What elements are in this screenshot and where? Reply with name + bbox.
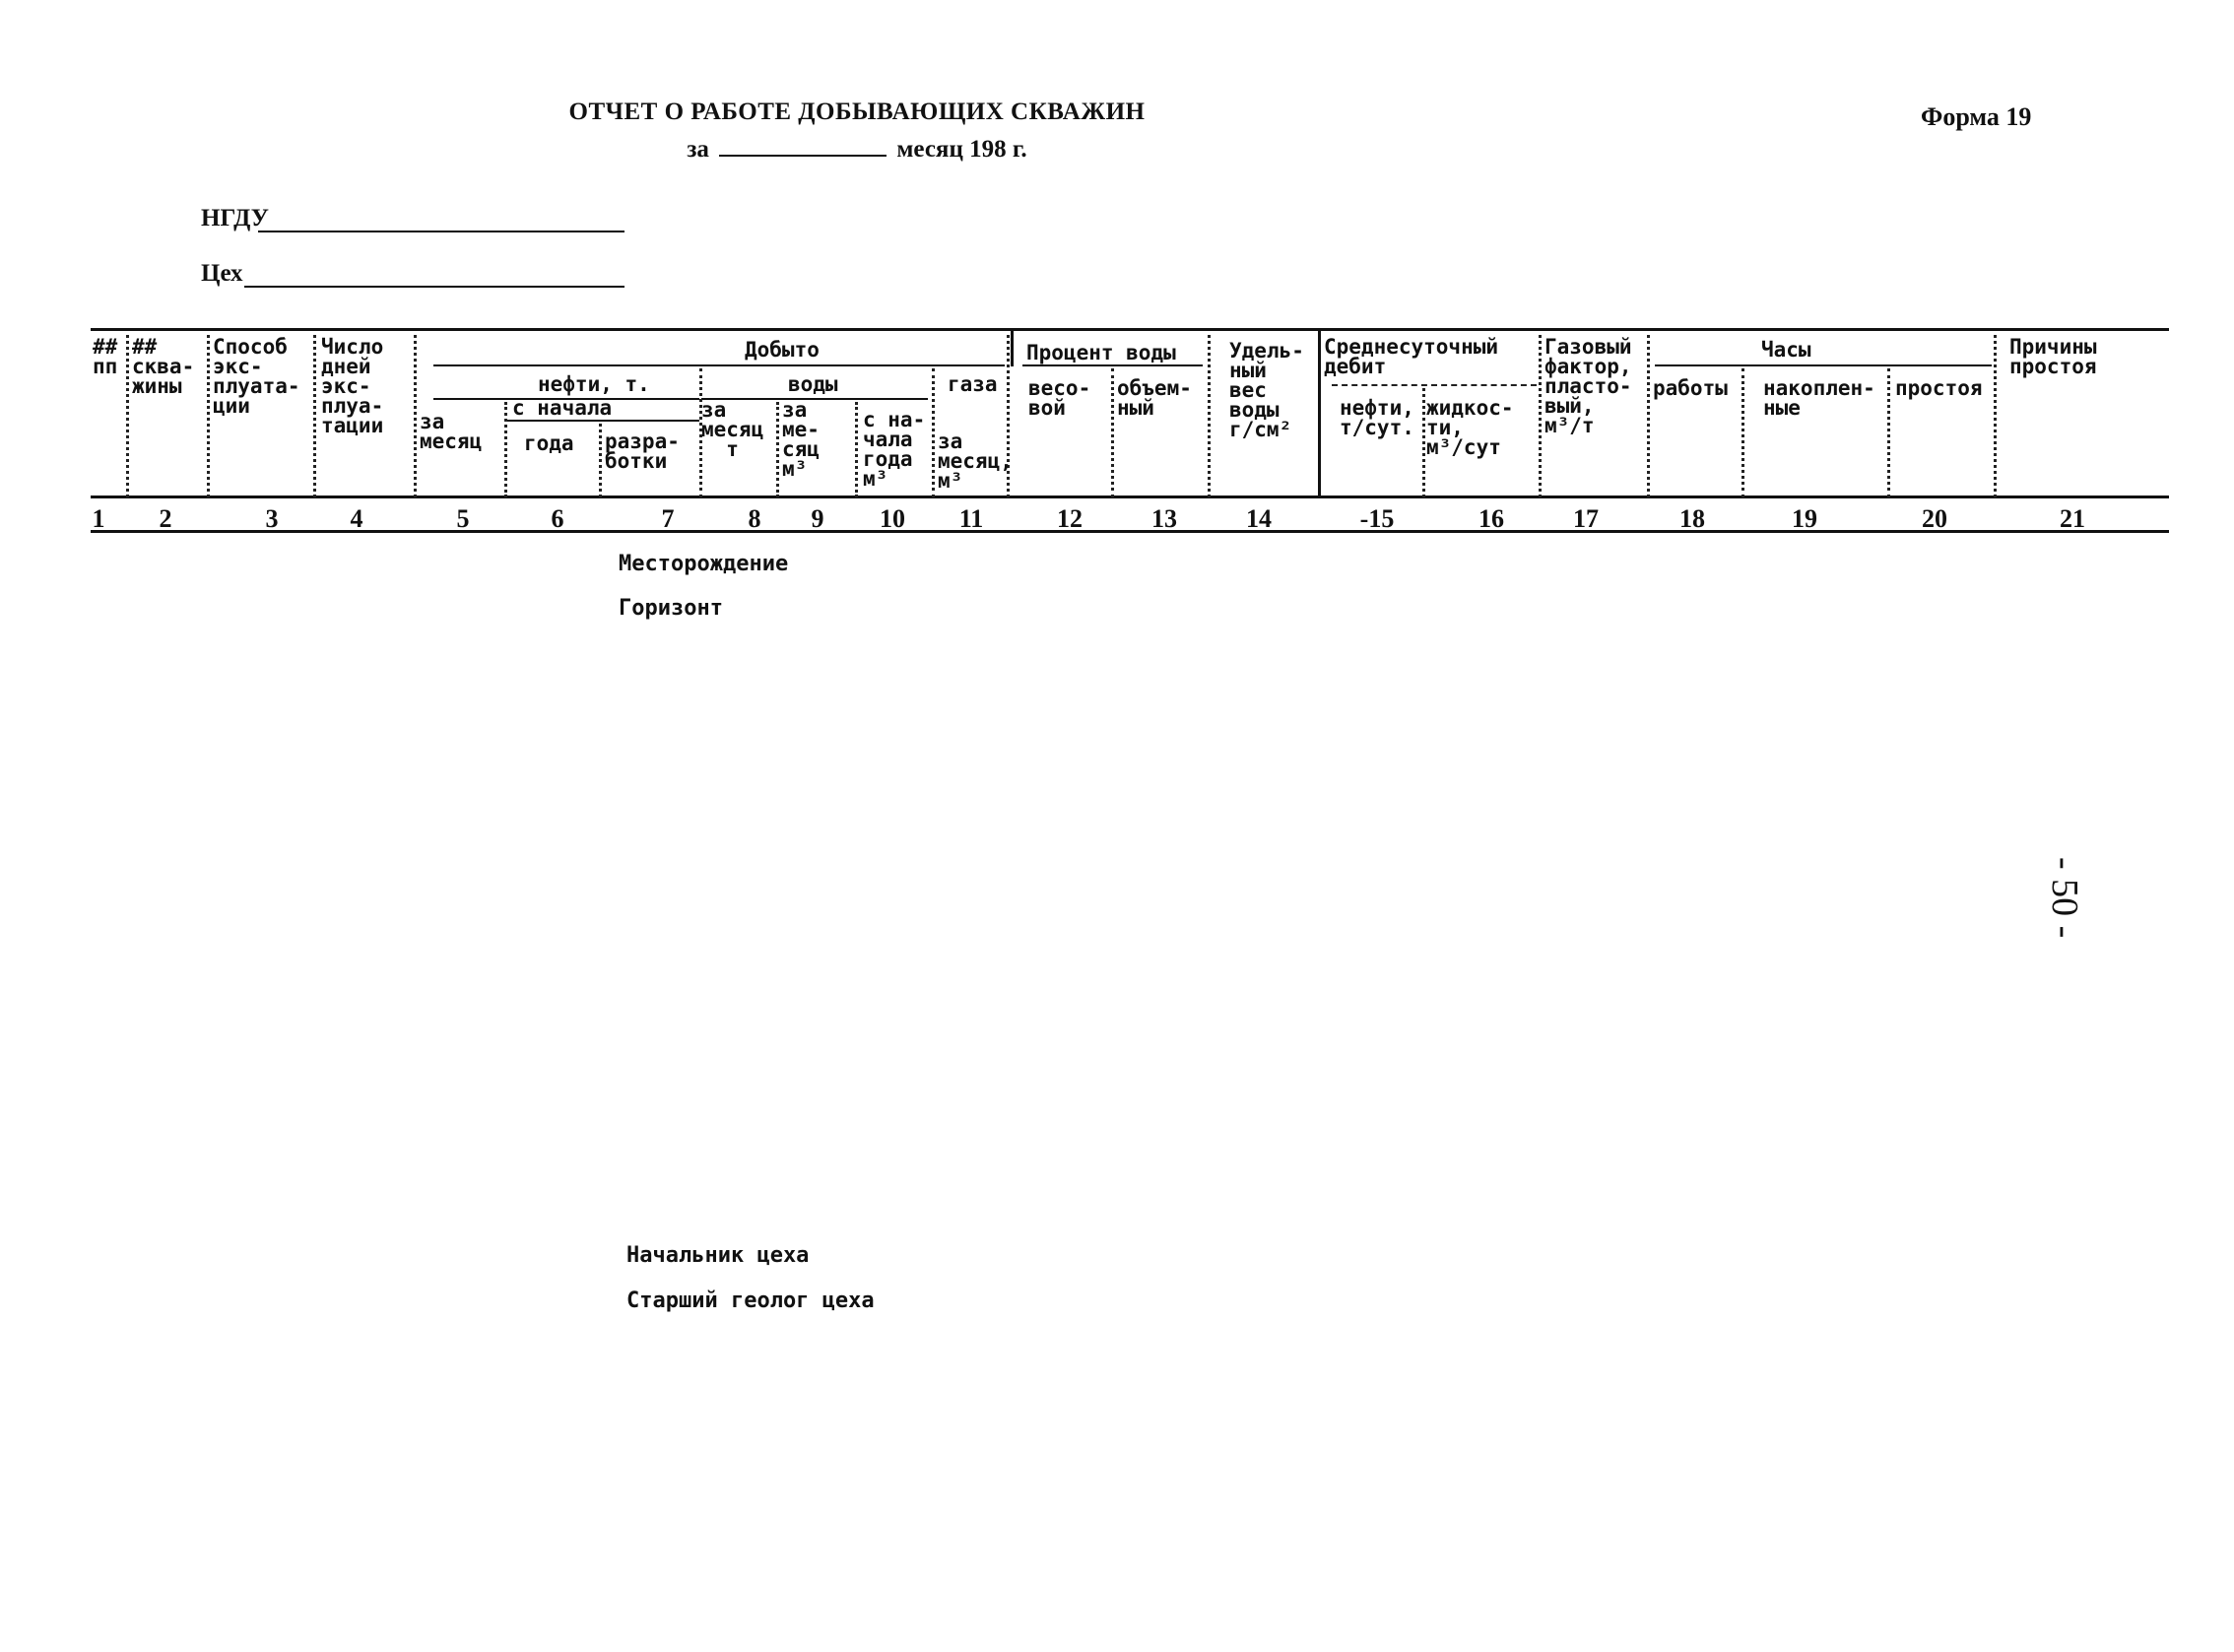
col-sep <box>1539 335 1542 497</box>
table-number-row-border <box>91 530 2169 533</box>
col-sep <box>207 335 210 497</box>
column-number: 18 <box>1679 504 1705 533</box>
column-number: 11 <box>958 504 984 533</box>
column-number: 17 <box>1573 504 1599 533</box>
column-number: 16 <box>1478 504 1504 533</box>
header-water-group: воды <box>788 372 838 396</box>
header-water-since-year: с на- чала года м³ <box>863 408 926 491</box>
report-period <box>0 136 1714 164</box>
table-top-border <box>91 328 2169 331</box>
header-water-weight-percent: весо- вой <box>1028 376 1091 420</box>
column-number: 9 <box>811 504 824 533</box>
geologist-signature-label: Старший геолог цеха <box>626 1289 875 1313</box>
header-daily-liquid: жидкос- ти, м³/сут <box>1426 396 1514 459</box>
column-number: 6 <box>551 504 564 533</box>
workshop-blank <box>244 286 624 288</box>
header-hours-work: работы <box>1653 376 1728 400</box>
col-sep <box>1647 335 1650 497</box>
col-sep <box>504 402 507 497</box>
col-sep <box>1318 331 1321 496</box>
column-number: 19 <box>1792 504 1817 533</box>
col-sep <box>414 335 417 497</box>
table-header-bottom-border <box>91 496 2169 498</box>
column-number: 10 <box>880 504 905 533</box>
column-number: 2 <box>159 504 172 533</box>
ngdu-field <box>201 205 269 232</box>
col-sep <box>1887 368 1890 497</box>
workshop-field <box>201 260 243 288</box>
ngdu-blank <box>258 231 624 232</box>
col-sep <box>1994 335 1997 497</box>
ngdu-label: НГДУ <box>201 205 270 231</box>
col-sep <box>1208 335 1211 497</box>
header-oil-group: нефти, т. <box>538 372 650 396</box>
col-sep <box>599 424 602 497</box>
col-sep <box>1011 331 1014 366</box>
workshop-label: Цех <box>201 260 243 287</box>
column-number: -15 <box>1359 504 1395 533</box>
header-hours-group: Часы <box>1761 338 1811 362</box>
column-number: 7 <box>661 504 675 533</box>
column-number: 20 <box>1922 504 1947 533</box>
header-produced-group: Добыто <box>745 338 820 362</box>
column-number: 3 <box>265 504 279 533</box>
header-gas-factor: Газовый фактор, пласто- вый, м³/т <box>1544 335 1632 437</box>
col-sep <box>1111 368 1114 497</box>
debit-subline <box>1332 384 1537 386</box>
column-number: 4 <box>350 504 363 533</box>
period-suffix: месяц 198 г. <box>896 136 1027 163</box>
header-oil-month: за месяц <box>420 410 483 453</box>
header-water-month-m3: за ме- сяц м³ <box>782 398 820 481</box>
procent-subline <box>1022 364 1203 366</box>
header-daily-rate-group: Среднесуточный дебит <box>1324 335 1499 378</box>
header-operation-method: Способ экс- плуата- ции <box>213 335 300 418</box>
column-number: 1 <box>92 504 105 533</box>
field-label: Месторождение <box>619 552 789 576</box>
header-since-start-group: с начала <box>512 396 613 420</box>
header-well-number: ## сква- жины <box>132 335 195 398</box>
header-oil-since-year: года <box>524 431 574 455</box>
col-sep <box>1741 368 1744 497</box>
period-prefix: за <box>687 136 709 163</box>
header-water-percent-group: Процент воды <box>1026 341 1176 364</box>
header-pp-number: ## пп <box>93 335 118 378</box>
horizon-label: Горизонт <box>619 596 723 621</box>
header-hours-accumulated: накоплен- ные <box>1763 376 1875 420</box>
month-blank <box>719 137 887 157</box>
chief-signature-label: Начальник цеха <box>626 1243 810 1268</box>
header-water-density: Удель- ный вес воды г/см² <box>1229 339 1304 441</box>
header-water-month-t: за месяц т <box>701 398 764 461</box>
report-title: ОТЧЕТ О РАБОТЕ ДОБЫВАЮЩИХ СКВАЖИН <box>568 99 1146 125</box>
form-number: Форма 19 <box>1921 102 2032 131</box>
column-number: 21 <box>2060 504 2085 533</box>
column-number: 13 <box>1151 504 1177 533</box>
s-nachala-subline <box>507 420 699 422</box>
header-gas-month: за месяц, м³ <box>938 430 1013 493</box>
header-operation-days: Число дней экс- плуа- тации <box>321 335 384 437</box>
header-oil-since-development: разра- ботки <box>605 430 680 473</box>
column-number: 12 <box>1057 504 1083 533</box>
header-daily-oil: нефти, т/сут. <box>1340 396 1414 439</box>
header-hours-downtime: простоя <box>1895 376 1983 400</box>
col-sep <box>932 368 935 497</box>
column-number: 14 <box>1246 504 1272 533</box>
column-number: 8 <box>748 504 761 533</box>
column-number: 5 <box>456 504 470 533</box>
col-sep <box>1422 388 1425 497</box>
header-water-volume-percent: объем- ный <box>1117 376 1192 420</box>
col-sep <box>855 402 858 497</box>
header-gas-group: газа <box>948 372 998 396</box>
header-downtime-reasons: Причины простоя <box>2009 335 2097 378</box>
col-sep <box>126 335 129 497</box>
chasy-subline <box>1655 364 1992 366</box>
dobyto-subline <box>433 364 1005 366</box>
page-number: - 50 - <box>2044 857 2085 939</box>
col-sep <box>313 335 316 497</box>
col-sep <box>776 402 779 497</box>
